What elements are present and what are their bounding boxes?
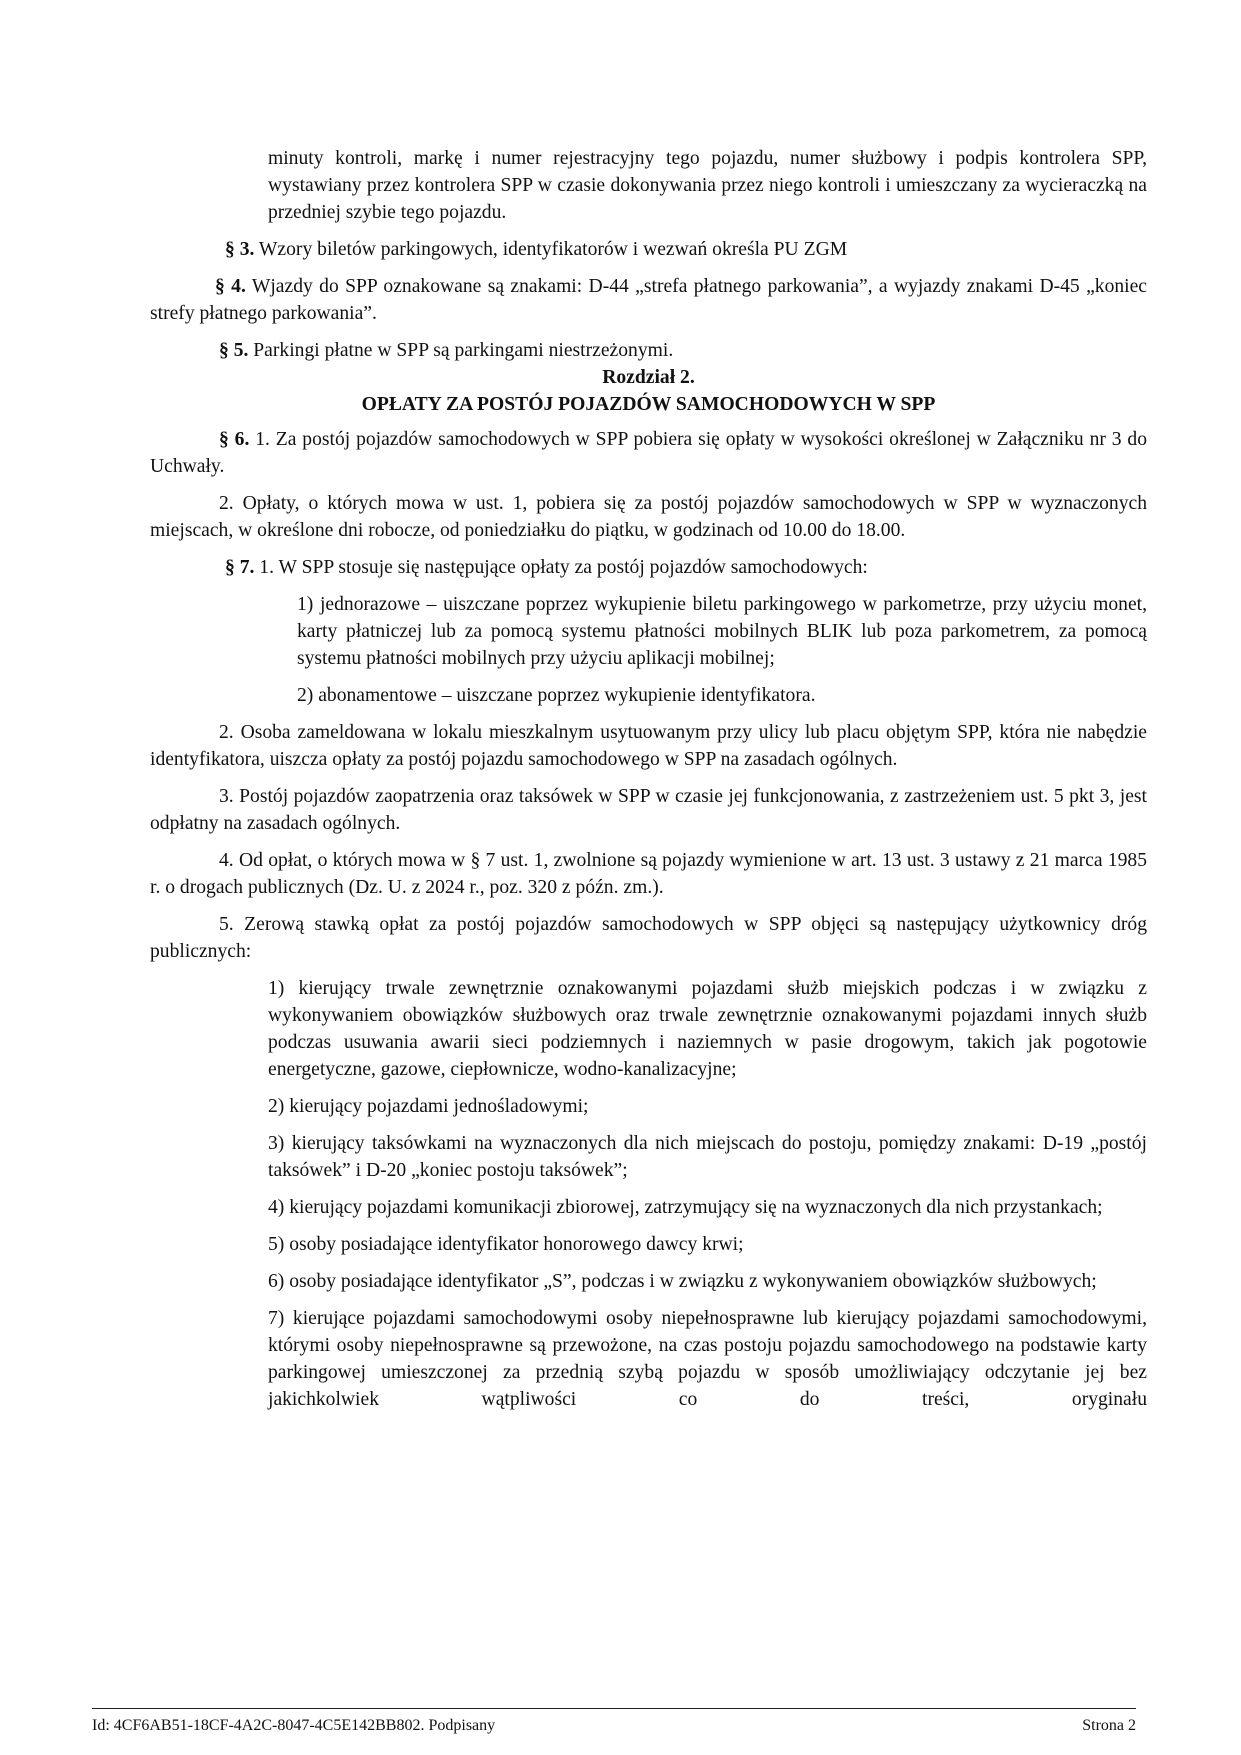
intro-continuation: minuty kontroli, markę i numer rejestracyjny tego pojazdu, numer służbowy i podpis kontrolera SPP, wystawiany przez kontrolera SPP w czasie dokonywania przez niego kontroli i umieszczany za wycieraczką na przedniej szybie tego pojazdu. [268, 148, 1147, 223]
paragraph-7-ust-1-item: 2) abonamentowe – uiszczane poprzez wykupienie identyfikatora. [297, 685, 816, 706]
paragraph-3-label: § 3. [225, 239, 255, 260]
paragraph-7-ust-5-item: 6) osoby posiadające identyfikator „S”, podczas i w związku z wykonywaniem obowiązków służbowych; [268, 1271, 1097, 1292]
paragraph-7-ust-5-item: 1) kierujący trwale zewnętrznie oznakowanymi pojazdami służb miejskich podczas i w związku z wykonywaniem obowiązków służbowych oraz trwale zewnętrznie oznakowanymi pojazdami innych służb podczas usuwania awarii sieci podziemnych i naziemnych w pasie drogowym, takich jak pogotowie energetyczne, gazowe, ciepłownicze, wodno-kanalizacyjne; [268, 978, 1147, 1080]
paragraph-4-text: Wjazdy do SPP oznakowane są znakami: D-44 „strefa płatnego parkowania”, a wyjazdy znakami D-45 „koniec strefy płatnego parkowania”. [150, 276, 1148, 324]
paragraph-6-label: § 6. [219, 429, 250, 450]
paragraph-7-ust-5-item: 4) kierujący pojazdami komunikacji zbiorowej, zatrzymujący się na wyznaczonych dla nich przystankach; [268, 1197, 1103, 1218]
paragraph-6-ust-2: 2. Opłaty, o których mowa w ust. 1, pobiera się za postój pojazdów samochodowych w SPP w wyznaczonych miejscach, w określone dni robocze, od poniedziałku do piątku, w godzinach od 10.00 do 18.00. [150, 493, 1147, 541]
paragraph-7-ust-5-item: 7) kierujące pojazdami samochodowymi osoby niepełnosprawne lub kierujący pojazdami samochodowymi, którymi osoby niepełnosprawne są przewożone, na czas postoju pojazdu samochodowego na podstawie karty parkingowej umieszczonej za przednią szybą pojazdu w sposób umożliwiający odczytanie jej bez jakichkolwiek wątpliwości co do treści, oryginału [268, 1308, 1147, 1410]
paragraph-3-text: Wzory biletów parkingowych, identyfikatorów i wezwań określa PU ZGM [254, 239, 848, 260]
page-footer [92, 1716, 1136, 1736]
paragraph-6-ust-1-text: 1. Za postój pojazdów samochodowych w SPP pobiera się opłaty w wysokości określonej w Załączniku nr 3 do Uchwały. [150, 429, 1148, 477]
paragraph-7-ust-1-item: 1) jednorazowe – uiszczane poprzez wykupienie biletu parkingowego w parkometrze, przy użyciu monet, karty płatniczej lub za pomocą systemu płatności mobilnych BLIK lub poza parkometrem, za pomocą systemu płatności mobilnych przy użyciu aplikacji mobilnej; [297, 594, 1147, 669]
paragraph-7-ust-5: 5. Zerową stawką opłat za postój pojazdów samochodowych w SPP objęci są następujący użytkownicy dróg publicznych: [150, 914, 1147, 962]
paragraph-6-ust-1 [150, 426, 1147, 480]
paragraph-7-ust-4: 4. Od opłat, o których mowa w § 7 ust. 1, zwolnione są pojazdy wymienione w art. 13 ust. 3 ustawy z 21 marca 1985 r. o drogach publicznych (Dz. U. z 2024 r., poz. 320 z późn. zm.). [150, 850, 1147, 898]
paragraph-7-ust-1-text: 1. W SPP stosuje się następujące opłaty za postój pojazdów samochodowych: [254, 557, 868, 578]
paragraph-7-ust-5-item: 2) kierujący pojazdami jednośladowymi; [268, 1096, 589, 1117]
paragraph-5-text: Parkingi płatne w SPP są parkingami niestrzeżonymi. [248, 340, 674, 361]
paragraph-4-label: § 4. [215, 276, 246, 297]
paragraph-5-label: § 5. [219, 340, 249, 361]
footer-divider [92, 1708, 1136, 1709]
paragraph-7-ust-1 [150, 554, 1147, 581]
paragraph-7-label: § 7. [225, 557, 255, 578]
paragraph-4 [150, 273, 1147, 327]
document-body [150, 145, 1147, 1413]
page-number: Strona 2 [1082, 1717, 1136, 1734]
chapter-number: Rozdział 2. [602, 367, 695, 388]
paragraph-7-ust-2: 2. Osoba zameldowana w lokalu mieszkalnym usytuowanym przy ulicy lub placu objętym SPP, która nie nabędzie identyfikatora, uiszcza opłaty za postój pojazdu samochodowego w SPP na zasadach ogólnych. [150, 722, 1147, 770]
paragraph-7-ust-3: 3. Postój pojazdów zaopatrzenia oraz taksówek w SPP w czasie jej funkcjonowania, z zastrzeżeniem ust. 5 pkt 3, jest odpłatny na zasadach ogólnych. [150, 786, 1147, 834]
paragraph-3 [150, 236, 1147, 263]
paragraph-7-ust-5-item: 3) kierujący taksówkami na wyznaczonych dla nich miejscach do postoju, pomiędzy znakami: D-19 „postój taksówek” i D-20 „koniec postoju taksówek”; [268, 1133, 1147, 1181]
chapter-title: OPŁATY ZA POSTÓJ POJAZDÓW SAMOCHODOWYCH W SPP [361, 394, 936, 415]
document-id: Id: 4CF6AB51-18CF-4A2C-8047-4C5E142BB802. Podpisany [92, 1717, 496, 1734]
paragraph-7-ust-5-item: 5) osoby posiadające identyfikator honorowego dawcy krwi; [268, 1234, 744, 1255]
paragraph-5 [150, 337, 1147, 364]
